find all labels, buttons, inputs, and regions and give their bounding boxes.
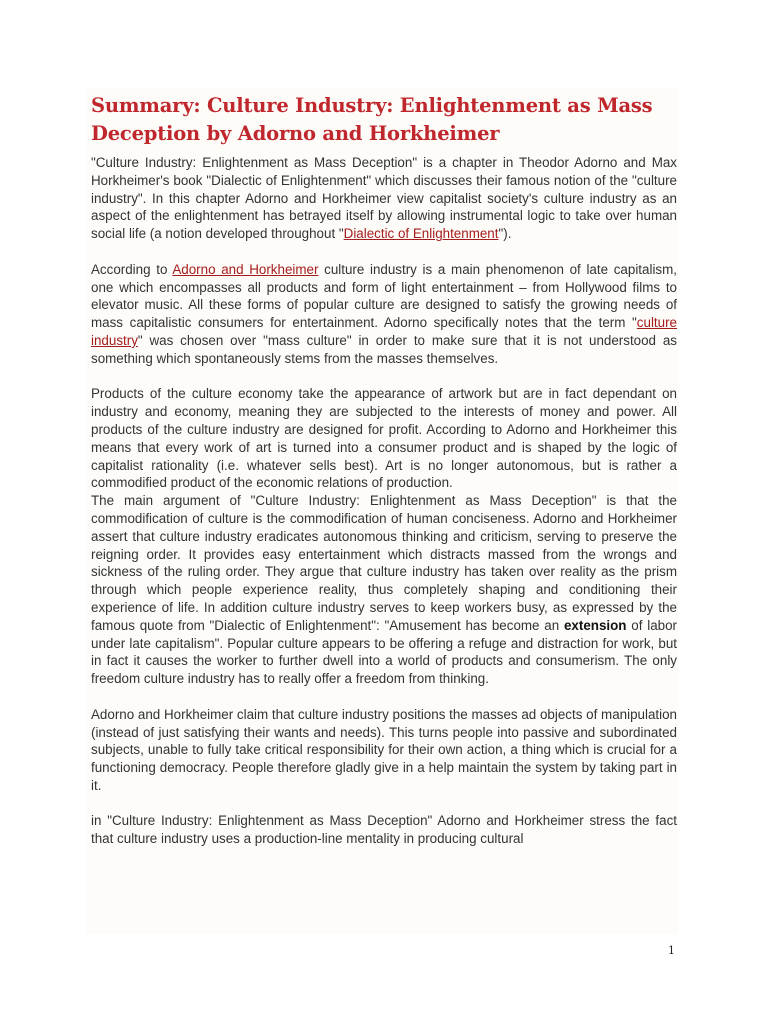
dialectic-of-enlightenment-link[interactable]: Dialectic of Enlightenment <box>343 226 499 242</box>
paragraph-intro <box>91 154 677 243</box>
paragraph-definition <box>91 261 677 368</box>
paragraph-spacer <box>91 795 677 813</box>
adorno-and-horkheimer-link[interactable]: Adorno and Horkheimer <box>172 261 319 277</box>
paragraph-text: " was chosen over "mass culture" in order to make sure that it is not understood as something which spontaneously stems from the masses themselves. <box>91 332 677 366</box>
paragraph-spacer <box>91 688 677 706</box>
paragraph-text: of labor under late capitalism". Popular culture appears to be offering a refuge and distraction for work, but in fact it causes the worker to further dwell into a world of products and consumerism. The only freedom culture industry has to really offer a freedom from thinking. <box>91 617 677 687</box>
culture-industry-link[interactable]: culture industry <box>91 315 677 348</box>
page-number: 1 <box>668 944 675 957</box>
paragraph-text: The main argument of "Culture Industry: Enlightenment as Mass Deception" is that the commodification of culture is the commodification of human conciseness. Adorno and Horkheimer assert that culture industry eradicates autonomous thinking and criticism, serving to preserve the reigning order. It provides easy entertainment which distracts massed from the wrongs and sickness of the ruling order. They argue that culture industry has taken over reality as the prism through which people experience reality, thus completely shaping and conditioning their experience of life. In addition culture industry serves to keep workers busy, as expressed by the famous quote from "Dialectic of Enlightenment": "Amusement has become an <box>91 493 677 633</box>
paragraph-text: "). <box>498 226 512 242</box>
paragraph-manipulation: Adorno and Horkheimer claim that culture industry positions the masses ad objects of manipulation (instead of just satisfying their wants and needs). This turns people into passive and subordinated subjects, unable to fully take critical responsibility for their own action, a thing which is crucial for a functioning democracy. People therefore gladly give in a help maintain the system by taking part in it. <box>91 706 677 793</box>
paragraph-spacer <box>91 243 677 261</box>
paragraph-text: culture industry is a main phenomenon of late capitalism, one which encompasses all products and form of light entertainment – from Hollywood films to elevator music. All these forms of popular culture are designed to satisfy the growing needs of mass capitalistic consumers for entertainment. Adorno specifically notes that the term " <box>91 261 677 331</box>
paragraph-text: According to <box>91 261 173 277</box>
page-title: Summary: Culture Industry: Enlightenment as Mass Deception by Adorno and Horkheimer <box>91 94 653 145</box>
paragraph-products: Products of the culture economy take the appearance of artwork but are in fact dependant on industry and economy, meaning they are subjected to the interests of money and power. All products of the culture industry are designed for profit. According to Adorno and Horkheimer this means that every work of art is turned into a consumer product and is shaped by the logic of capitalist rationality (i.e. whatever sells best). Art is no longer autonomous, but is rather a commodified product of the economic relations of production. <box>91 386 677 491</box>
paragraph-spacer <box>91 368 677 386</box>
paragraph-main-argument <box>91 492 677 688</box>
article-body <box>91 154 677 848</box>
bold-term: extension <box>563 617 627 633</box>
paragraph-text: "Culture Industry: Enlightenment as Mass Deception" is a chapter in Theodor Adorno and Max Horkheimer's book "Dialectic of Enlightenment" which discusses their famous notion of the "culture industry". In this chapter Adorno and Horkheimer view capitalist society's culture industry as an aspect of the enlightenment has betrayed itself by allowing instrumental logic to take over human social life (a notion developed throughout " <box>91 155 677 242</box>
paragraph-production-line: in "Culture Industry: Enlightenment as Mass Deception" Adorno and Horkheimer stress the fact that culture industry uses a production-line mentality in producing cultural <box>91 813 677 847</box>
